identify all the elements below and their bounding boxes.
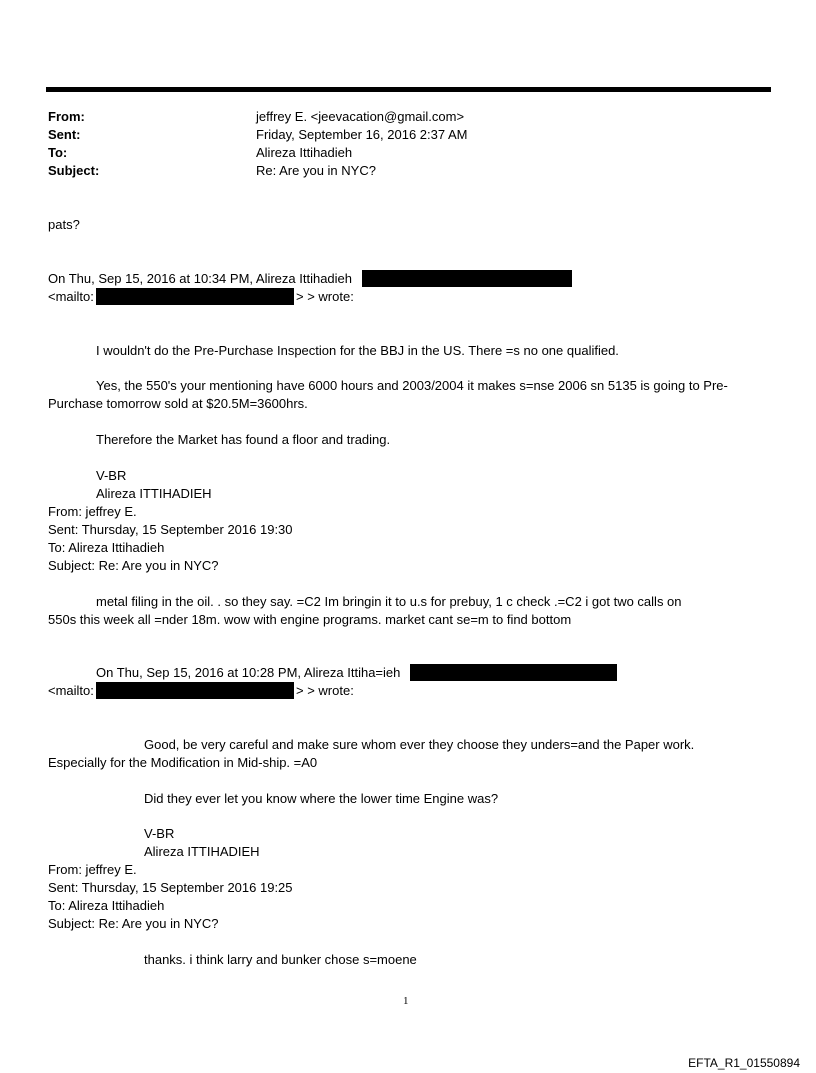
redaction-bar <box>410 664 617 681</box>
from-label: From: <box>48 109 85 124</box>
body-paragraph: Therefore the Market has found a floor and trading. <box>96 432 391 447</box>
signature-name: Alireza ITTIHADIEH <box>144 844 260 859</box>
quoted-to: To: Alireza Ittihadieh <box>48 898 165 913</box>
mailto-suffix-1: > > wrote: <box>296 289 354 304</box>
body-paragraph: I wouldn't do the Pre-Purchase Inspection for the BBJ in the US. There =s no one qualified. <box>96 343 619 358</box>
mailto-prefix-1: <mailto: <box>48 289 94 304</box>
to-value: Alireza Ittihadieh <box>256 145 353 160</box>
from-value: jeffrey E. <jeevacation@gmail.com> <box>256 109 465 124</box>
body-paragraph: metal filing in the oil. . so they say. =C2 Im bringin it to u.s for prebuy, 1 c check .=C2 i got two calls on <box>96 594 682 609</box>
subject-value: Re: Are you in NYC? <box>256 163 376 178</box>
redaction-bar <box>362 270 572 287</box>
quoted-subject: Subject: Re: Are you in NYC? <box>48 558 219 573</box>
signature-name: Alireza ITTIHADIEH <box>96 486 212 501</box>
to-label: To: <box>48 145 68 160</box>
redaction-bar <box>96 682 294 699</box>
reply-text: pats? <box>48 217 80 232</box>
sent-label: Sent: <box>48 127 81 142</box>
body-paragraph: Especially for the Modification in Mid-ship. =A0 <box>48 755 318 770</box>
body-paragraph: 550s this week all =nder 18m. wow with engine programs. market cant se=m to find bottom <box>48 612 572 627</box>
quoted-sent: Sent: Thursday, 15 September 2016 19:30 <box>48 522 293 537</box>
signature-line: V-BR <box>96 468 127 483</box>
body-paragraph: Purchase tomorrow sold at $20.5M=3600hrs. <box>48 396 308 411</box>
body-paragraph: Good, be very careful and make sure whom ever they choose they unders=and the Paper work. <box>144 737 695 752</box>
body-paragraph: Yes, the 550's your mentioning have 6000 hours and 2003/2004 it makes s=nse 2006 sn 5135 is going to Pre- <box>96 378 728 393</box>
signature-line: V-BR <box>144 826 175 841</box>
redaction-bar <box>96 288 294 305</box>
body-paragraph: Did they ever let you know where the lower time Engine was? <box>144 791 499 806</box>
mailto-suffix-2: > > wrote: <box>296 683 354 698</box>
subject-label: Subject: <box>48 163 100 178</box>
quote-intro-1: On Thu, Sep 15, 2016 at 10:34 PM, Alireza Ittihadieh <box>48 271 353 286</box>
quoted-to: To: Alireza Ittihadieh <box>48 540 165 555</box>
quote-intro-2: On Thu, Sep 15, 2016 at 10:28 PM, Alireza Ittiha=ieh <box>96 665 401 680</box>
quoted-sent: Sent: Thursday, 15 September 2016 19:25 <box>48 880 293 895</box>
page-number: 1 <box>403 995 409 1007</box>
body-paragraph: thanks. i think larry and bunker chose s=moene <box>144 952 417 967</box>
quoted-subject: Subject: Re: Are you in NYC? <box>48 916 219 931</box>
header-rule <box>46 87 771 92</box>
quoted-from: From: jeffrey E. <box>48 504 137 519</box>
quoted-from: From: jeffrey E. <box>48 862 137 877</box>
sent-value: Friday, September 16, 2016 2:37 AM <box>256 127 468 142</box>
bates-number: EFTA_R1_01550894 <box>688 1056 800 1070</box>
mailto-prefix-2: <mailto: <box>48 683 94 698</box>
